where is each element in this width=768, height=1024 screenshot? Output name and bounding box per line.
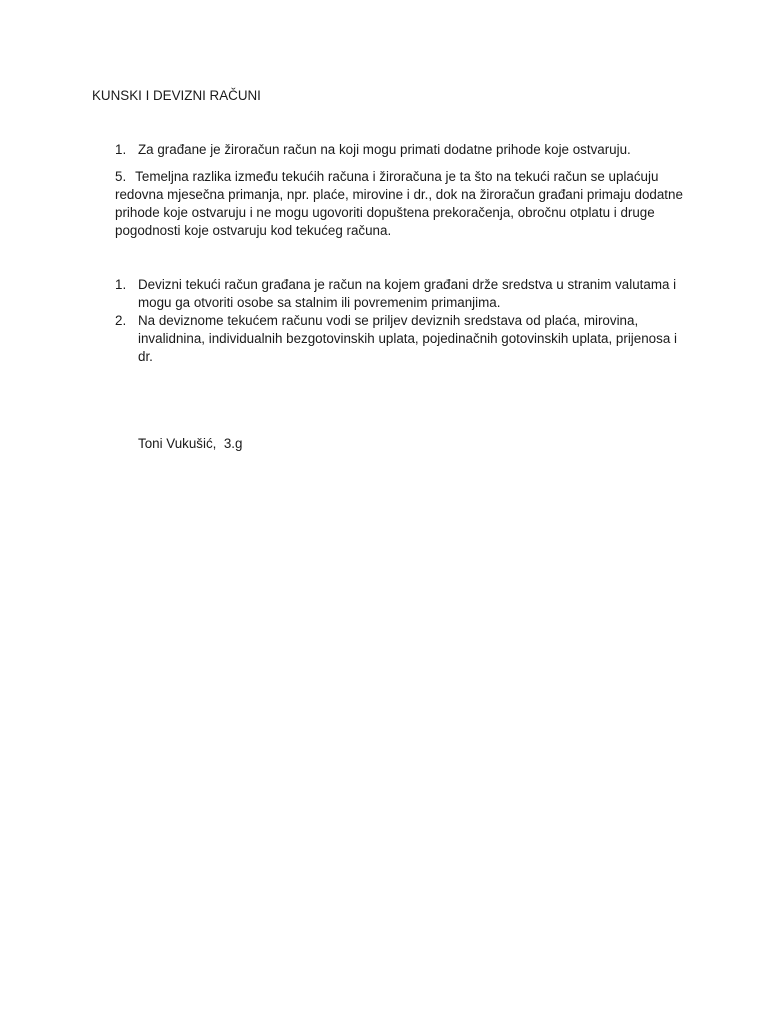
document-title: KUNSKI I DEVIZNI RAČUNI — [92, 88, 261, 103]
list-item-text: Devizni tekući račun građana je račun na kojem građani drže sredstva u stranim valutama i mogu ga otvoriti osobe sa stalnim ili povremenim primanjima. — [138, 277, 677, 310]
list-item-text: Za građane je žiroračun račun na koji mogu primati dodatne prihode koje ostvaruju. — [138, 142, 631, 157]
author-signature: Toni Vukušić, 3.g — [138, 436, 243, 451]
list-item — [115, 276, 685, 312]
list-item-number: 2. — [115, 313, 127, 328]
list-item-text: Temeljna razlika između tekućih računa i žiroračuna je ta što na tekući račun se uplaćuju redovna mjesečna primanja, npr. plaće, mirovine i dr., dok na žiroračun građani primaju dodatne prihode koje ostvaruju i ne mogu ugovoriti dopuštena prekoračenja, obročnu otplatu i druge pogodnosti koje ostvaruju kod tekućeg računa. — [115, 169, 683, 238]
list-item-number: 1. — [115, 142, 127, 157]
list-item-number: 5. — [115, 169, 127, 184]
list-item-text: Na deviznome tekućem računu vodi se priljev deviznih sredstava od plaća, mirovina, invalidnina, individualnih bezgotovinskih uplata, pojedinačnih gotovinskih uplata, prijenosa i dr. — [138, 313, 677, 364]
list-item — [115, 312, 685, 366]
list-item-number: 1. — [115, 277, 127, 292]
list-item-paragraph — [115, 168, 685, 240]
